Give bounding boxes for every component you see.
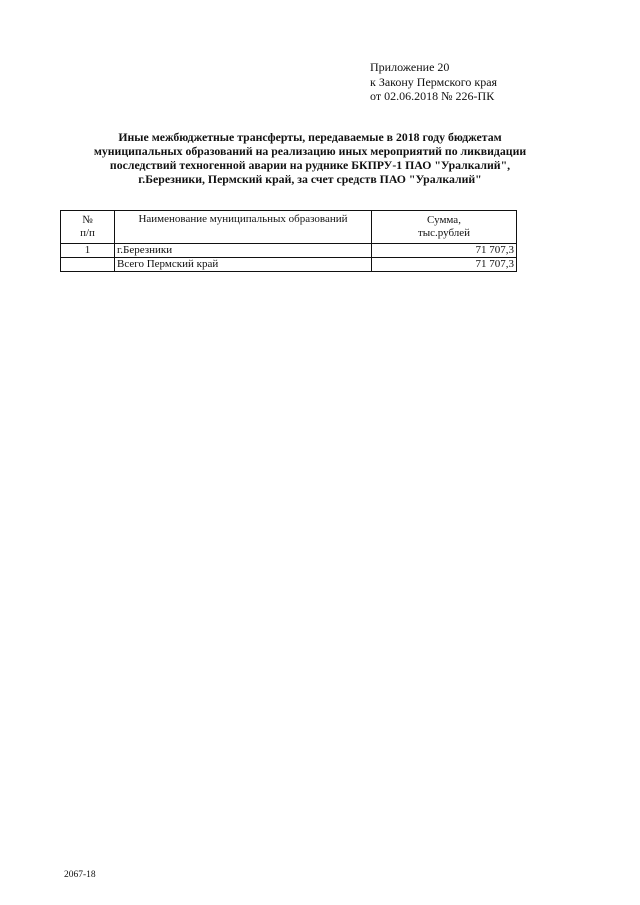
title-line-3: последствий техногенной аварии на руднике БКПРУ-1 ПАО "Уралкалий", [109,158,511,172]
appendix-date: от 02.06.2018 № 226-ПК [370,89,495,103]
header-number-line-2: п/п [80,227,95,239]
document-title [50,130,570,186]
header-name [115,211,372,244]
document-code: 2067-18 [64,870,96,880]
total-number [61,258,115,272]
table-header-row [61,211,517,244]
header-number [61,211,115,244]
appendix-number: Приложение 20 [370,60,450,74]
title-line-1: Иные межбюджетные трансферты, передаваемые в 2018 году бюджетам [118,130,502,144]
row-sum: 71 707,3 [372,244,517,258]
row-number: 1 [61,244,115,258]
header-sum [372,211,517,244]
appendix-reference [370,60,497,104]
transfers-table [60,210,517,272]
header-sum-line-2: тыс.рублей [417,227,471,239]
total-sum: 71 707,3 [372,258,517,272]
total-name: Всего Пермский край [115,258,372,272]
table-total-row [61,258,517,272]
row-name: г.Березники [115,244,372,258]
header-number-line-1: № [82,214,93,226]
table-row [61,244,517,258]
header-name-text: Наименование муниципальных образований [138,213,348,225]
title-line-4: г.Березники, Пермский край, за счет средств ПАО "Уралкалий" [138,172,482,186]
appendix-law: к Закону Пермского края [370,74,498,89]
header-sum-line-1: Сумма, [427,214,461,226]
title-line-2: муниципальных образований на реализацию иных мероприятий по ликвидации [93,144,527,158]
